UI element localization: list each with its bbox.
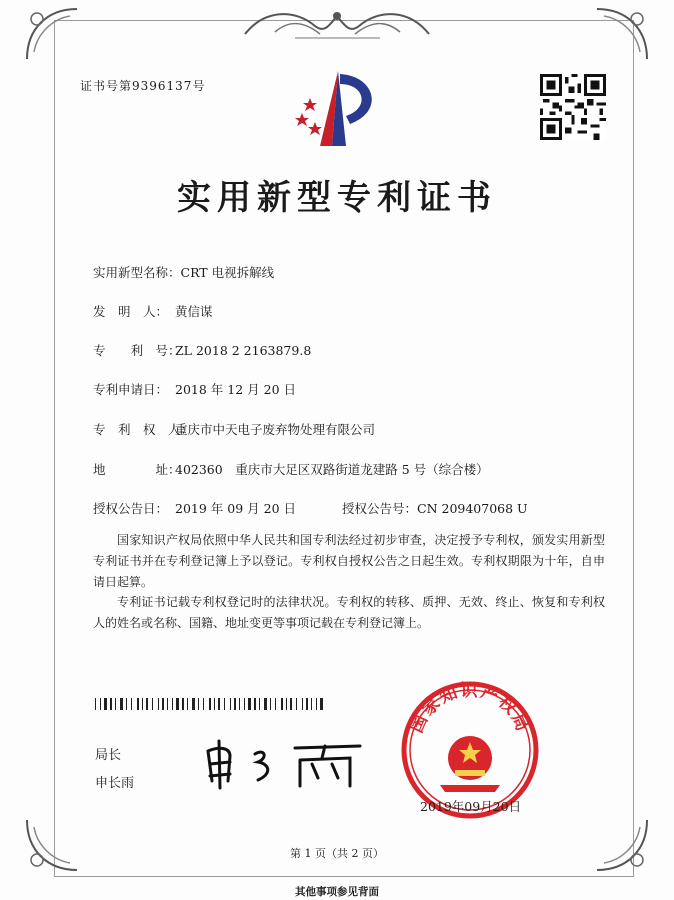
field-value: 2019 年 09 月 20 日 bbox=[175, 501, 296, 516]
field-value: 2018 年 12 月 20 日 bbox=[175, 382, 296, 397]
field-patent-number bbox=[93, 341, 311, 359]
field-value: CN 209407068 U bbox=[417, 501, 528, 516]
seal-date: 2019年09月20日 bbox=[420, 799, 522, 814]
page-number: 第 1 页（共 2 页） bbox=[290, 847, 384, 860]
handwritten-signature bbox=[200, 736, 370, 791]
body-paragraph-2: 专利证书记载专利权登记时的法律状况。专利权的转移、质押、无效、终止、恢复和专利权人的姓名或名称、国籍、地址变更等事项记载在专利登记簿上。 bbox=[93, 595, 605, 630]
corner-ornament-top-left bbox=[22, 4, 82, 64]
field-label: 发 明 人： bbox=[93, 304, 169, 319]
qr-code-icon bbox=[540, 74, 606, 140]
field-filing-date bbox=[93, 380, 296, 398]
field-label: 专利申请日： bbox=[93, 382, 169, 397]
field-label: 专 利 号： bbox=[93, 343, 181, 358]
svg-text:国家知识产权局 bbox=[407, 681, 533, 736]
cnipa-logo-icon bbox=[290, 66, 385, 151]
field-inventor bbox=[93, 302, 213, 320]
field-label: 授权公告号： bbox=[342, 501, 418, 516]
body-paragraph-1: 国家知识产权局依照中华人民共和国专利法经过初步审查，决定授予专利权，颁发实用新型专利证书并在专利登记簿上予以登记。专利权自授权公告之日起生效。专利权期限为十年，自申请日起算。 bbox=[93, 533, 605, 589]
field-value: CRT 电视拆解线 bbox=[180, 265, 275, 280]
field-label: 专 利 权 人： bbox=[93, 422, 194, 437]
field-label: 地 址： bbox=[93, 462, 181, 477]
field-utility-model-name bbox=[93, 263, 274, 281]
top-ornament bbox=[235, 4, 440, 44]
certificate-number: 证书号第9396137号 bbox=[80, 79, 206, 93]
barcode-icon bbox=[95, 698, 325, 710]
seal-text: 国家知识产权局 bbox=[406, 681, 534, 736]
field-grant-number bbox=[342, 499, 528, 517]
field-value: 黄信谋 bbox=[175, 304, 213, 319]
corner-ornament-top-right bbox=[592, 4, 652, 64]
director-title: 局长 bbox=[95, 748, 122, 763]
field-address bbox=[93, 460, 489, 478]
field-grant-date bbox=[93, 499, 296, 517]
field-value: 重庆市中天电子废弃物处理有限公司 bbox=[175, 422, 376, 437]
field-patentee bbox=[93, 420, 375, 438]
footer-note: 其他事项参见背面 bbox=[295, 886, 379, 898]
field-value: 402360 重庆市大足区双路街道龙建路 5 号（综合楼） bbox=[175, 462, 489, 477]
field-label: 实用新型名称： bbox=[93, 265, 181, 280]
field-value: ZL 2018 2 2163879.8 bbox=[175, 343, 312, 358]
field-label: 授权公告日： bbox=[93, 501, 169, 516]
director-name: 申长雨 bbox=[95, 776, 135, 791]
certificate-title: 实用新型专利证书 bbox=[177, 178, 497, 218]
